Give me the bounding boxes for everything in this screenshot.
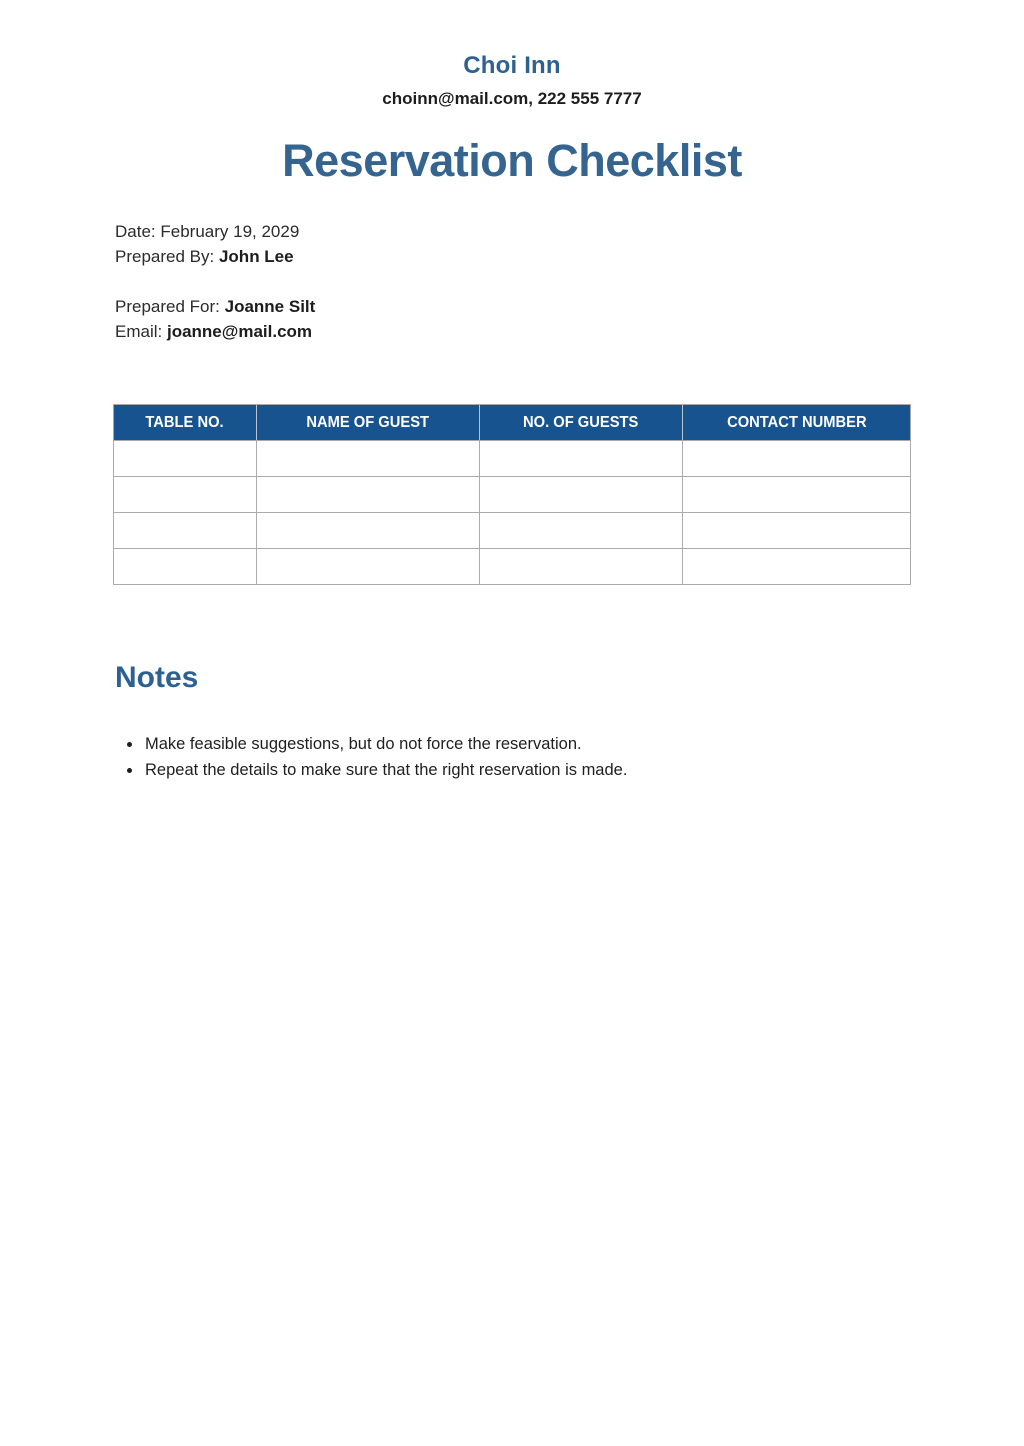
table-cell	[683, 477, 911, 513]
date-value: February 19, 2029	[160, 222, 300, 241]
table-cell	[683, 441, 911, 477]
note-item: Repeat the details to make sure that the right reservation is made.	[127, 757, 1024, 783]
email-value: joanne@mail.com	[166, 322, 313, 341]
reservation-table	[113, 404, 911, 585]
email-line	[115, 319, 1024, 344]
company-contact: choinn@mail.com, 222 555 7777	[382, 89, 642, 108]
prepared-for-value: Joanne Silt	[224, 297, 316, 316]
table-row	[114, 477, 911, 513]
table-cell	[114, 513, 257, 549]
prepared-for-label: Prepared For:	[115, 297, 220, 316]
document-header	[0, 0, 1024, 109]
date-label: Date:	[115, 222, 156, 241]
table-cell	[114, 549, 257, 585]
table-cell	[257, 513, 480, 549]
table-cell	[480, 441, 683, 477]
table-cell	[480, 549, 683, 585]
info-spacer	[115, 269, 1024, 294]
table-row	[114, 513, 911, 549]
table-cell	[683, 513, 911, 549]
company-name: Choi Inn	[463, 52, 561, 79]
email-label: Email:	[115, 322, 163, 341]
column-header-table-no: TABLE NO.	[114, 405, 257, 441]
info-block	[115, 219, 1024, 344]
column-header-contact-number: CONTACT NUMBER	[683, 405, 911, 441]
notes-list	[127, 731, 1024, 783]
table-cell	[480, 513, 683, 549]
prepared-by-label: Prepared By:	[115, 247, 215, 266]
column-header-name-of-guest: NAME OF GUEST	[257, 405, 480, 441]
table-cell	[480, 477, 683, 513]
table-cell	[257, 441, 480, 477]
prepared-for-line	[115, 294, 1024, 319]
table-cell	[257, 549, 480, 585]
prepared-by-line	[115, 244, 1024, 269]
notes-heading: Notes	[115, 661, 199, 694]
date-line	[115, 219, 1024, 244]
table-row	[114, 549, 911, 585]
prepared-by-value: John Lee	[218, 247, 294, 266]
table-header-row	[114, 405, 911, 441]
table-cell	[683, 549, 911, 585]
table-row	[114, 441, 911, 477]
table-cell	[257, 477, 480, 513]
column-header-no-of-guests: NO. OF GUESTS	[480, 405, 683, 441]
page-title: Reservation Checklist	[282, 135, 742, 186]
note-item: Make feasible suggestions, but do not force the reservation.	[127, 731, 1024, 757]
table-cell	[114, 477, 257, 513]
table-cell	[114, 441, 257, 477]
